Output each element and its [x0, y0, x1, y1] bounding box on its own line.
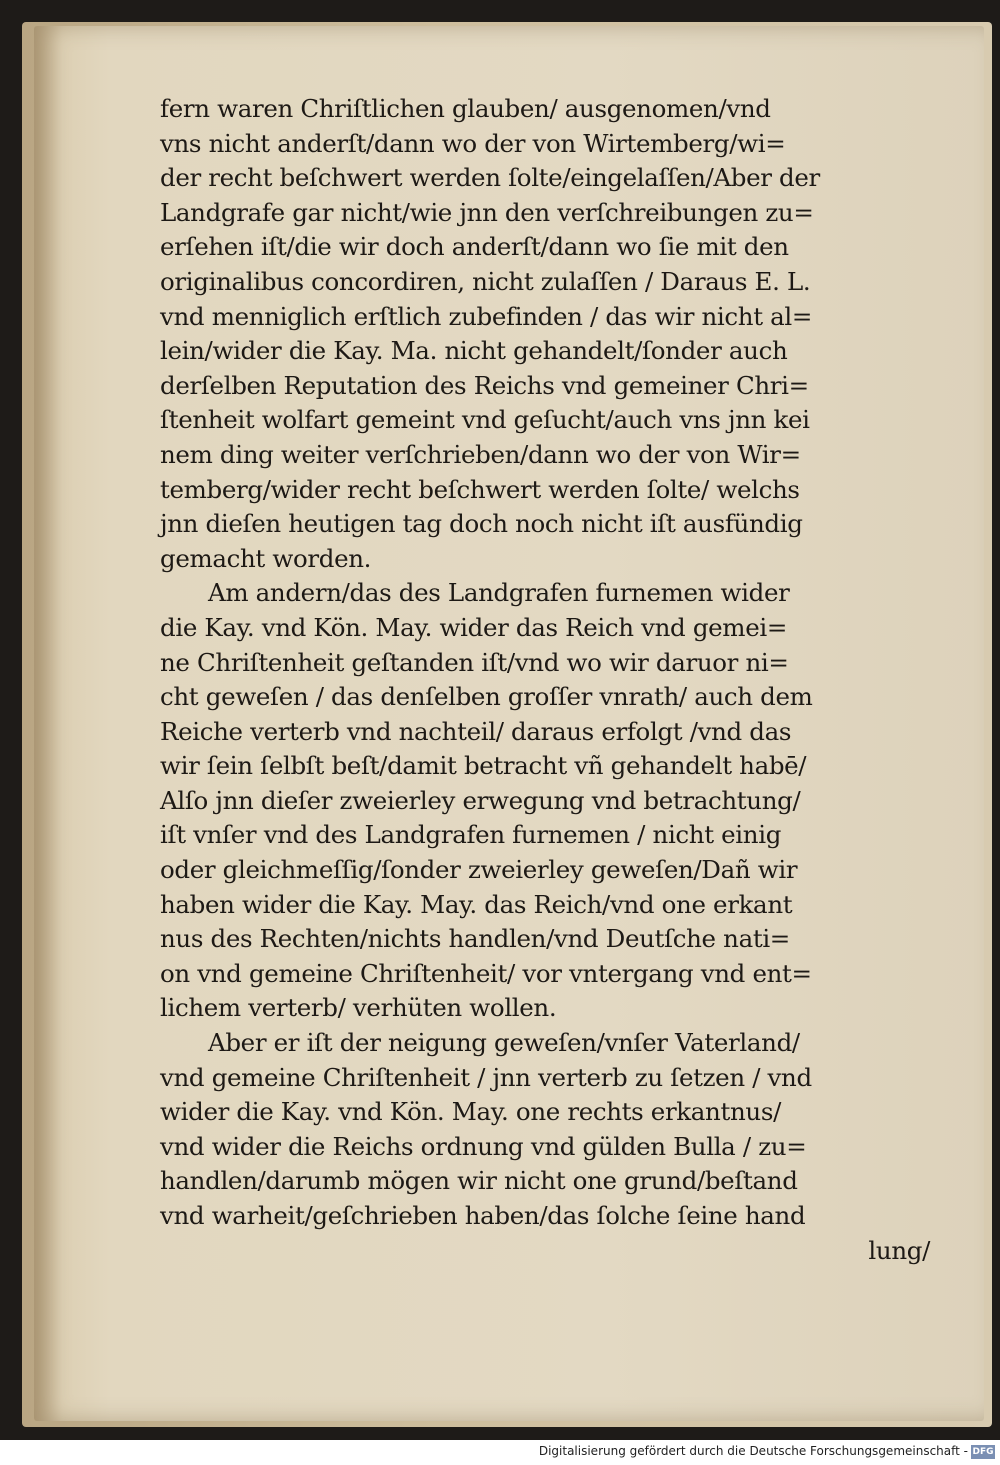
- text-line: oder gleichmeſſig/ſonder zweierley geweſen/Dañ wir: [160, 855, 798, 885]
- page-text: [160, 92, 970, 1268]
- text-line: vnd menniglich erſtlich zubefinden / das wir nicht al=: [160, 301, 813, 331]
- text-line: temberg/wider recht beſchwert werden ſolte/ welchs: [160, 474, 800, 504]
- text-line: nem ding weiter verſchrieben/dann wo der von Wir=: [160, 439, 801, 469]
- text-line: nus des Rechten/nichts handlen/vnd Deutſche nati=: [160, 924, 790, 954]
- text-line: der recht beſchwert werden ſolte/eingelaſſen/Aber der: [160, 163, 820, 193]
- text-line: lein/wider die Kay. Ma. nicht gehandelt/ſonder auch: [160, 336, 788, 366]
- text-line: gemacht worden.: [160, 543, 372, 573]
- funding-credit: Digitalisierung gefördert durch die Deutsche Forschungsgemeinschaft -: [538, 1444, 968, 1458]
- text-line: Alſo jnn dieſer zweierley erwegung vnd betrachtung/: [160, 785, 801, 815]
- text-line: vnd wider die Reichs ordnung vnd gülden Bulla / zu=: [160, 1131, 807, 1161]
- text-line: vnd warheit/geſchrieben haben/das ſolche ſeine hand: [160, 1201, 806, 1230]
- text-line: Reiche verterb vnd nachteil/ daraus erfolgt /vnd das: [160, 716, 792, 746]
- text-line: derſelben Reputation des Reichs vnd gemeiner Chri=: [160, 370, 809, 400]
- text-line: on vnd gemeine Chriſtenheit/ vor vntergang vnd ent=: [160, 958, 812, 988]
- paragraph-start-line: Am andern/das des Landgrafen furnemen wider: [208, 578, 790, 608]
- text-line: jnn dieſen heutigen tag doch noch nicht iſt ausfündig: [160, 509, 803, 539]
- text-line: iſt vnſer vnd des Landgrafen furnemen / nicht einig: [160, 820, 782, 850]
- paragraph-start-line: Aber er iſt der neigung geweſen/vnſer Vaterland/: [208, 1028, 800, 1058]
- catchword: lung/: [868, 1235, 930, 1265]
- text-line: wir ſein ſelbſt beſt/damit betracht vñ gehandelt habē/: [160, 751, 807, 781]
- dfg-logo: DFG: [972, 1447, 994, 1457]
- text-line: haben wider die Kay. May. das Reich/vnd one erkant: [160, 889, 793, 919]
- text-line: handlen/darumb mögen wir nicht one grund/beſtand: [160, 1166, 798, 1196]
- text-line: vnd gemeine Chriſtenheit / jnn verterb zu ſetzen / vnd: [160, 1062, 812, 1092]
- text-line: wider die Kay. vnd Kön. May. one rechts erkantnus/: [160, 1097, 781, 1127]
- text-line: die Kay. vnd Kön. May. wider das Reich vnd gemei=: [160, 612, 788, 642]
- digitization-footer: [0, 1440, 1000, 1465]
- text-line: erſehen iſt/die wir doch anderſt/dann wo ſie mit den: [160, 232, 789, 262]
- text-line: ſtenheit wolfart gemeint vnd geſucht/auch vns jnn kei: [160, 405, 810, 435]
- text-line: Landgrafe gar nicht/wie jnn den verſchreibungen zu=: [160, 197, 814, 227]
- text-line: fern waren Chriſtlichen glauben/ ausgenomen/vnd: [160, 94, 771, 123]
- text-line: cht geweſen / das denſelben groſſer vnrath/ auch dem: [160, 682, 813, 712]
- text-line: vns nicht anderſt/dann wo der von Wirtemberg/wi=: [160, 128, 786, 158]
- text-line: lichem verterb/ verhüten wollen.: [160, 993, 557, 1023]
- text-line: ne Chriſtenheit geſtanden iſt/vnd wo wir daruor ni=: [160, 647, 789, 677]
- text-line: originalibus concordiren, nicht zulaſſen / Daraus E. L.: [160, 266, 811, 296]
